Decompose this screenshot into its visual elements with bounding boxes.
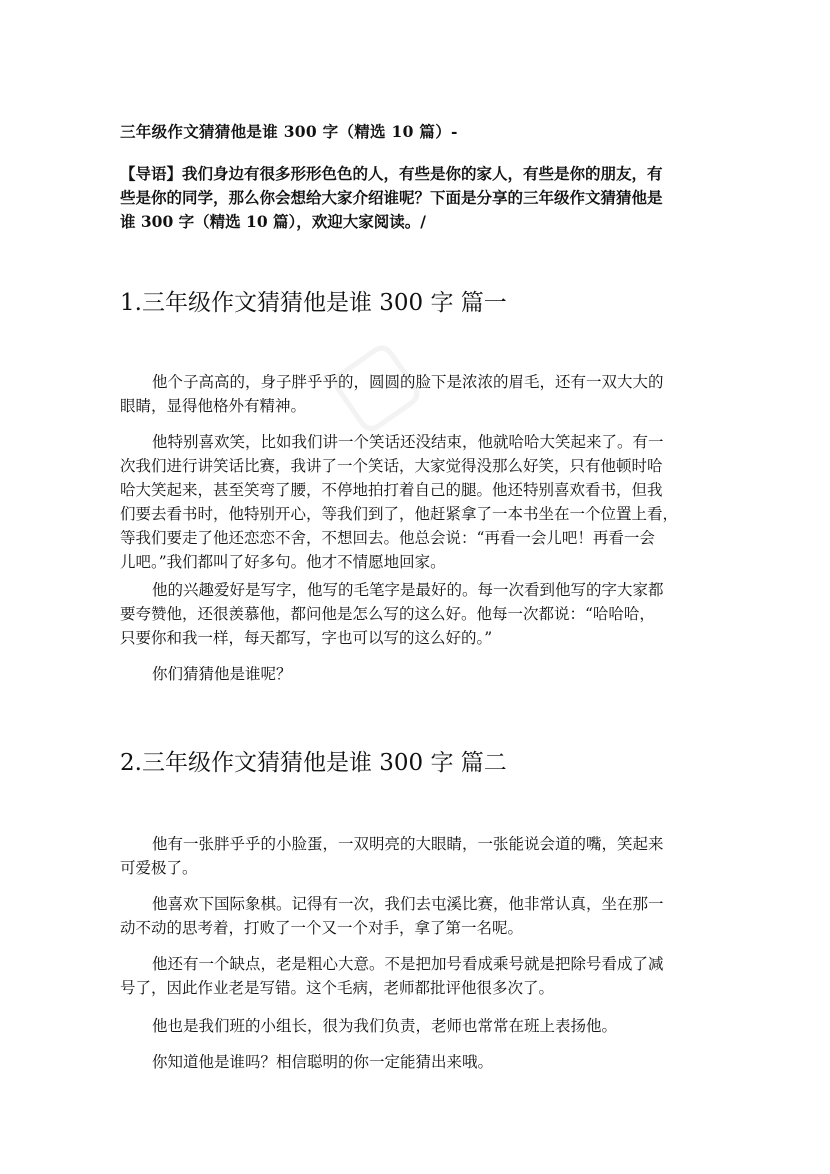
paragraph-line: 你知道他是谁吗？相信聪明的你一定能猜出来哦。 [152, 1053, 494, 1071]
paragraph [120, 952, 720, 1000]
paragraph-line: 他的兴趣爱好是写字，他写的毛笔字是最好的。每一次看到他写的字大家都 [152, 581, 664, 599]
paragraph [120, 430, 720, 574]
paragraph-line: 们要去看书时，他特别开心，等我们到了，他赶紧拿了一本书坐在一个位置上看， [120, 505, 679, 523]
paragraph-line: 他也是我们班的小组长，很为我们负责，老师也常常在班上表扬他。 [152, 1017, 618, 1035]
paragraph-line: 只要你和我一样，每天都写，字也可以写的这么好的。” [120, 629, 493, 647]
intro-paragraph [120, 162, 720, 234]
paragraph-line: 动不动的思考着，打败了一个又一个对手，拿了第一名呢。 [120, 919, 524, 937]
paragraph-line: 眼睛，显得他格外有精神。 [120, 397, 307, 415]
paragraph-line: 他喜欢下国际象棋。记得有一次，我们去屯溪比赛，他非常认真，坐在那一 [152, 895, 664, 913]
intro-line: 谁 300 字（精选 10 篇），欢迎大家阅读。/ [120, 212, 426, 231]
paragraph-line: 可爱极了。 [120, 859, 198, 877]
paragraph-line: 号了，因此作业老是写错。这个毛病，老师都批评他很多次了。 [120, 979, 555, 997]
paragraph-line: 儿吧。”我们都叫了好多句。他才不情愿地回家。 [120, 553, 446, 571]
paragraph-line: 等我们要走了他还恋恋不舍，不想回去。他总会说：“再看一会儿吧！再看一会 [120, 529, 655, 547]
paragraph-line: 他有一张胖乎乎的小脸蛋，一双明亮的大眼睛，一张能说会道的嘴，笑起来 [152, 835, 664, 853]
document-title: 三年级作文猜猜他是谁 300 字（精选 10 篇）- [120, 122, 458, 141]
paragraph-line: 哈大笑起来，甚至笑弯了腰，不停地拍打着自己的腿。他还特别喜欢看书，但我 [120, 481, 663, 499]
paragraph [120, 578, 720, 650]
paragraph-line: 你们猜猜他是谁呢？ [152, 665, 292, 683]
paragraph [120, 1014, 720, 1038]
paragraph-line: 他个子高高的，身子胖乎乎的，圆圆的脸下是浓浓的眉毛，还有一双大大的 [152, 373, 664, 391]
paragraph [120, 1050, 720, 1074]
intro-line: 些是你的同学，那么你会想给大家介绍谁呢？下面是分享的三年级作文猜猜他是 [120, 188, 663, 207]
section-heading-2: 2.三年级作文猜猜他是谁 300 字 篇二 [120, 750, 507, 776]
paragraph [120, 662, 720, 686]
paragraph-line: 他还有一个缺点，老是粗心大意。不是把加号看成乘号就是把除号看成了减 [152, 955, 664, 973]
intro-line: 【导语】我们身边有很多形形色色的人，有些是你的家人，有些是你的朋友，有 [120, 164, 663, 183]
paragraph [120, 370, 720, 418]
section-heading-1: 1.三年级作文猜猜他是谁 300 字 篇一 [120, 290, 507, 316]
paragraph-line: 他特别喜欢笑，比如我们讲一个笑话还没结束，他就哈哈大笑起来了。有一 [152, 433, 664, 451]
watermark: ▢ [307, 315, 438, 450]
paragraph [120, 832, 720, 880]
paragraph-line: 次我们进行讲笑话比赛，我讲了一个笑话，大家觉得没那么好笑，只有他顿时哈 [120, 457, 663, 475]
paragraph-line: 要夸赞他，还很羡慕他，都问他是怎么写的这么好。他每一次都说：“哈哈哈， [120, 605, 655, 623]
paragraph [120, 892, 720, 940]
